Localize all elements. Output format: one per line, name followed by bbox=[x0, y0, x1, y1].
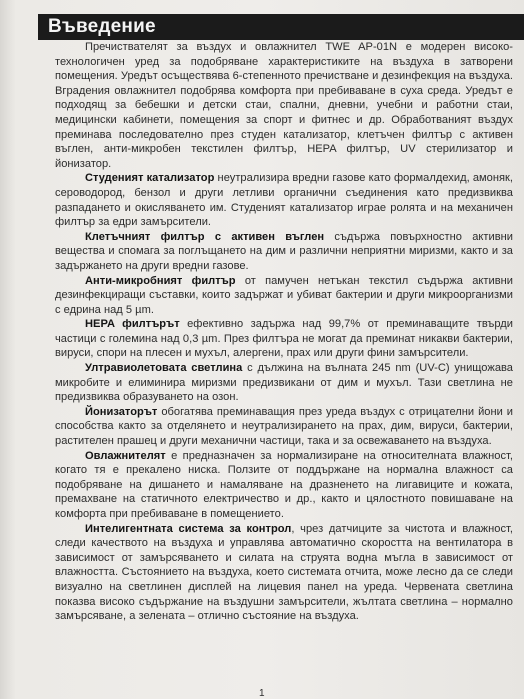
hepa-filter-paragraph bbox=[55, 317, 513, 361]
paragraph-lead-term: HEPA филтърът bbox=[85, 318, 180, 331]
paragraph-lead-term: Ултравиолетовата светлина bbox=[85, 362, 243, 375]
antimicrobial-filter-paragraph bbox=[55, 274, 513, 318]
section-header-bar bbox=[38, 14, 524, 40]
paragraph-lead-term: Интелигентната система за контрол bbox=[85, 522, 292, 535]
paragraph-text: , чрез датчиците за чистота и влажност, следи качеството на въздуха и управлява автоматично скоростта на вентилатора в зависимост от замърсяването и силата на струята водна мъгла в зависимост от влажността. Състоянието на въздуха, което системата отчита, може лесно да се следи визуално на светлинен дисплей на лицевия панел на уреда. Червената светлина показва високо съдържание на въздушни замърсители, жълтата светлина – нормално замърсяване, а зелената – отлично състояние на въздуха. bbox=[55, 522, 513, 623]
carbon-filter-paragraph bbox=[55, 230, 513, 274]
paragraph-text: от памучен нетъкан текстил съдържа активни дезинфекциращи съставки, които задържат и убиват бактерии и други микроорганизми с едрина над 5 µm. bbox=[55, 274, 514, 316]
ionizer-paragraph bbox=[55, 405, 513, 449]
page-number: 1 bbox=[259, 688, 265, 699]
paragraph-text: е предназначен за нормализиране на относителната влажност, когато тя е прекалено ниска. Ползите от поддържане на нормална влажност са подобряване на дишането и намаляване на дразненето на лигавиците и кожата, премахване на статичното електричество и др., както и цялостното повишаване на комфорта при пребиваване в помещението. bbox=[55, 449, 513, 520]
paragraph-text: Пречиствателят за въздух и овлажнител TWE AP-01N е модерен високо-технологичен уред за подобряване характеристиките на въздуха в затворени помещения. Уредът осъществява 6-степенното пречистване и дезинфекция на въздуха. Вградения овлажнител подобрява комфорта при пребиваване в суха среда. Уредът е подходящ за бебешки и детски стаи, спални, дневни, учебни и работни стаи, медицински кабинети, помещения за спорт и фитнес и др. Обработваният въздух преминава последователно през студен катализатор, клетъчен филтър с активен въглен, анти-микробен текстилен филтър, HEPA филтър, UV стерилизатор и йонизатор. bbox=[55, 41, 513, 170]
paragraph-text: обогатява преминаващия през уреда въздух с отрицателни йони и способства както за отделянето и неутрализирането на прах, дим, вируси, бактерии, растителен прашец и други механични частици, така и за освежаването на въздуха. bbox=[55, 405, 513, 448]
paragraph-text: неутрализира вредни газове като формалдехид, амоняк, сероводород, бензол и други летливи органични съединения като предизвиква разпадането и окисляването им. Студеният катализатор играе ролята и на механичен филтър за едри замърсители. bbox=[55, 172, 514, 229]
paragraph-lead-term: Йонизаторът bbox=[85, 405, 158, 418]
uv-light-paragraph bbox=[55, 361, 513, 405]
smart-control-paragraph bbox=[55, 522, 513, 624]
paragraph-lead-term: Студеният катализатор bbox=[85, 172, 215, 185]
paragraph-lead-term: Овлажнителят bbox=[85, 449, 166, 462]
paragraph-text: ефективно задържа над 99,7% от преминаващите твърди частици с големина над 0,3 µm. През филтъра не могат да преминат никакви бактерии, вируси, спори на плесен и мухъл, алергени, прах или други фини замърсители. bbox=[55, 318, 513, 360]
humidifier-paragraph bbox=[55, 449, 513, 522]
paragraph-text: съдържа повърхностно активни вещества и спомага за поглъщането на дим и различни неприятни миризми, както и за задържането на други вредни газове. bbox=[55, 230, 513, 272]
paragraph-lead-term: Клетъчният филтър с активен въглен bbox=[85, 230, 325, 243]
intro-paragraph bbox=[55, 40, 513, 171]
body-text bbox=[55, 40, 513, 624]
cold-catalyst-paragraph bbox=[55, 171, 513, 229]
section-title: Въведение bbox=[48, 16, 156, 37]
paragraph-text: с дължина на вълната 245 nm (UV-C) унищожава микробите и елиминира миризми предизвикани от дим и мухъл. Тази светлина не предизвиква образуването на озон. bbox=[55, 362, 513, 404]
paragraph-lead-term: Анти-микробният филтър bbox=[85, 274, 236, 287]
